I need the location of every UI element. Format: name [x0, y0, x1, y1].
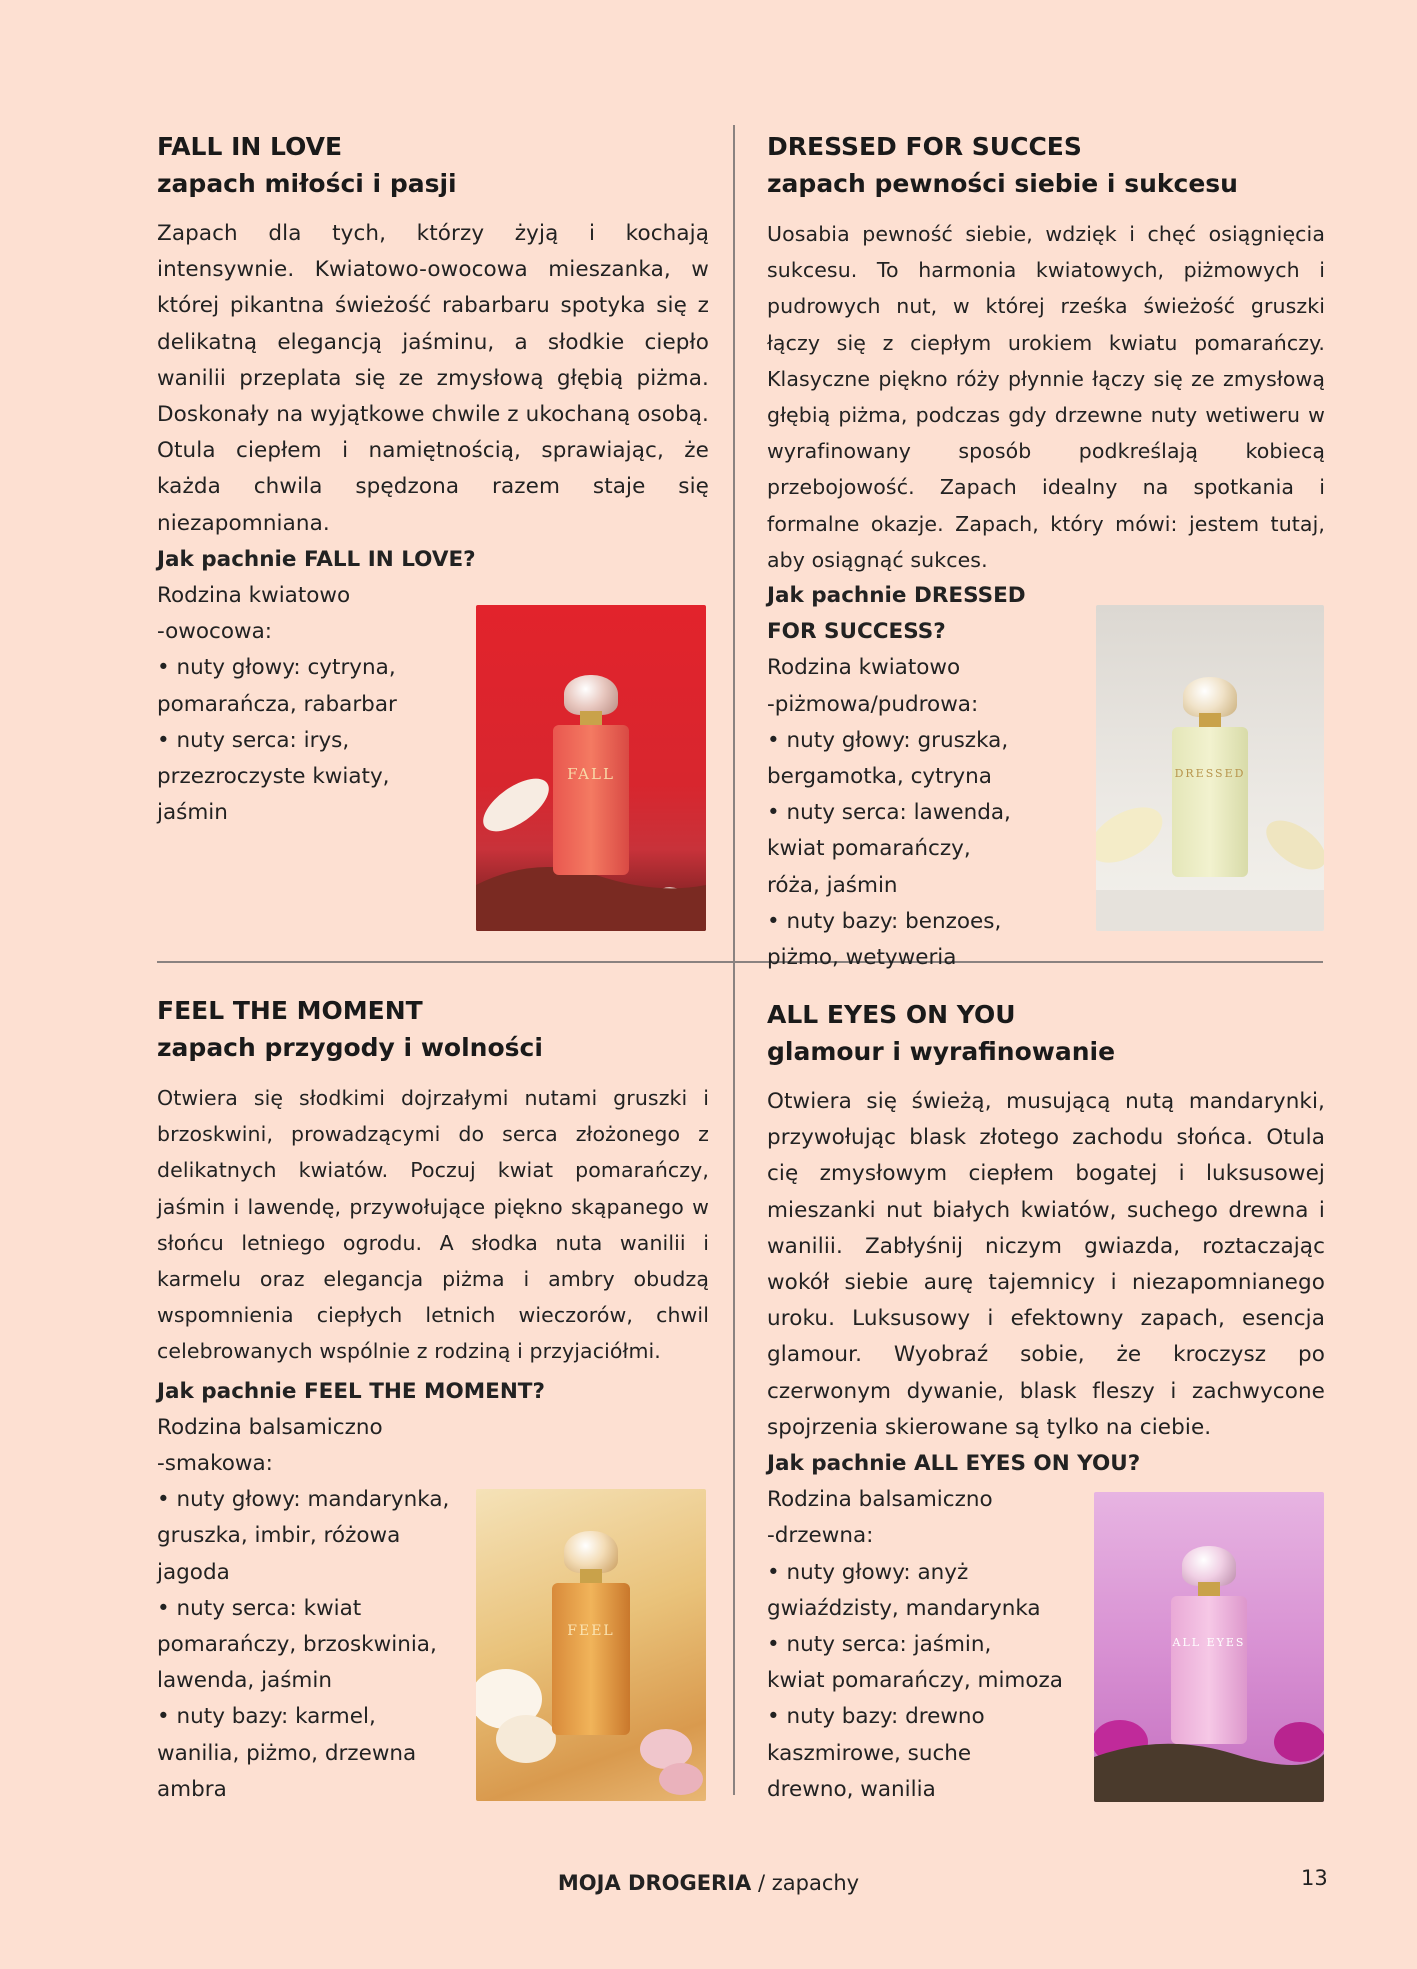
note-line: bergamotka, cytryna: [767, 764, 992, 790]
note-line: drewno, wanilia: [767, 1776, 936, 1802]
perfume-bottle: [1172, 727, 1248, 877]
bottle-label: FEEL: [567, 1623, 615, 1639]
page-number: 13: [1301, 1866, 1328, 1890]
note-line: lawenda, jaśmin: [157, 1668, 332, 1694]
note-line: -owocowa:: [157, 619, 273, 645]
note-line: ambra: [157, 1776, 227, 1802]
note-line: jaśmin: [157, 800, 228, 826]
perfume-photo-feel-the-moment: [476, 1489, 706, 1801]
section-description: Otwiera się słodkimi dojrzałymi nutami gruszki i brzoskwini, prowadzącymi do serca złożonego z delikatnych kwiatów. Poczuj kwiat pomarańczy, jaśmin i lawendę, przywołujące piękno skąpanego w słońcu letniego ogrodu. A słodka nuta wanilii i karmelu oraz elegancja piżma i ambry obudzą wspomnienia ciepłych letnich wieczorów, chwil celebrowanych wspólnie z rodziną i przyjaciółmi.: [157, 1086, 709, 1364]
perfume-bottle: [553, 725, 629, 875]
section-title: ALL EYES ON YOU: [767, 1000, 1016, 1029]
scent-question: Jak pachnie ALL EYES ON YOU?: [767, 1451, 1141, 1477]
section-subtitle: zapach miłości i pasji: [157, 169, 457, 198]
scent-question: Jak pachnie FEEL THE MOMENT?: [157, 1378, 545, 1404]
page-footer: [0, 1871, 1417, 1895]
note-line: • nuty głowy: cytryna,: [157, 655, 396, 681]
section-description: Otwiera się świeżą, musującą nutą mandarynki, przywołując blask złotego zachodu słońca. Otula cię zmysłowym ciepłem bogatej i luksusowej mieszanki nut białych kwiatów, suchego drewna i wanilii. Zabłyśnij niczym gwiazda, roztaczając wokół siebie aurę tajemnicy i niezapomnianego uroku. Luksusowy i efektowny zapach, esencja glamour. Wyobraź sobie, że kroczysz po czerwonym dywanie, blask fleszy i zachwycone spojrzenia skierowane są tylko na ciebie.: [767, 1089, 1325, 1440]
section-subtitle: zapach przygody i wolności: [157, 1033, 543, 1062]
scent-question-line1: Jak pachnie DRESSED: [767, 583, 1026, 609]
note-line: Rodzina kwiatowo: [157, 583, 351, 609]
note-line: kwiat pomarańczy,: [767, 836, 971, 862]
perfume-photo-fall-in-love: [476, 605, 706, 931]
section-subtitle: zapach pewności siebie i sukcesu: [767, 169, 1238, 198]
footer-brand: MOJA DROGERIA: [557, 1871, 752, 1895]
note-line: wanilia, piżmo, drzewna: [157, 1740, 417, 1766]
note-line: • nuty serca: lawenda,: [767, 800, 1011, 826]
section-subtitle: glamour i wyrafinowanie: [767, 1037, 1116, 1066]
note-line: jagoda: [157, 1559, 230, 1585]
note-line: • nuty bazy: drewno: [767, 1704, 985, 1730]
perfume-photo-all-eyes-on-you: [1094, 1492, 1324, 1802]
note-line: -drzewna:: [767, 1523, 874, 1549]
section-title: FALL IN LOVE: [157, 132, 343, 161]
note-line: • nuty serca: irys,: [157, 727, 350, 753]
perfume-cap: [564, 1531, 618, 1573]
scent-question: Jak pachnie FALL IN LOVE?: [157, 546, 476, 572]
scent-question-line2: FOR SUCCESS?: [767, 619, 946, 645]
note-line: Rodzina balsamiczno: [767, 1487, 993, 1513]
perfume-bottle: [552, 1583, 630, 1735]
note-line: • nuty głowy: anyż: [767, 1559, 969, 1585]
note-line: kaszmirowe, suche: [767, 1740, 972, 1766]
note-line: • nuty serca: kwiat: [157, 1595, 362, 1621]
note-line: róża, jaśmin: [767, 872, 898, 898]
note-line: • nuty bazy: karmel,: [157, 1704, 376, 1730]
section-title: FEEL THE MOMENT: [157, 996, 423, 1025]
vertical-divider: [733, 125, 735, 1795]
note-line: przezroczyste kwiaty,: [157, 764, 390, 790]
note-line: • nuty serca: jaśmin,: [767, 1632, 992, 1658]
footer-section: zapachy: [771, 1871, 860, 1895]
perfume-cap: [564, 675, 618, 715]
footer-separator: /: [751, 1871, 772, 1895]
note-line: Rodzina kwiatowo: [767, 655, 961, 681]
bottle-label: ALL EYES: [1172, 1636, 1246, 1649]
note-line: -piżmowa/pudrowa:: [767, 691, 979, 717]
section-title: DRESSED FOR SUCCES: [767, 132, 1082, 161]
note-line: Rodzina balsamiczno: [157, 1414, 383, 1440]
note-line: pomarańcza, rabarbar: [157, 691, 397, 717]
bottle-label: DRESSED: [1174, 767, 1246, 780]
note-line: -smakowa:: [157, 1451, 273, 1477]
perfume-cap: [1182, 1546, 1236, 1586]
bottle-label: FALL: [567, 765, 615, 783]
note-line: • nuty głowy: mandarynka,: [157, 1487, 450, 1513]
perfume-photo-dressed: [1096, 605, 1324, 931]
note-line: piżmo, wetyweria: [767, 945, 957, 971]
note-line: • nuty głowy: gruszka,: [767, 727, 1009, 753]
section-description: Uosabia pewność siebie, wdzięk i chęć osiągnięcia sukcesu. To harmonia kwiatowych, piżmowych i pudrowych nut, w której rześka świeżość gruszki łączy się z ciepłym urokiem kwiatu pomarańczy. Klasyczne piękno róży płynnie łączy się ze zmysłową głębią piżma, podczas gdy drzewne nuty wetiweru w wyrafinowany sposób podkreślają kobiecą przebojowość. Zapach idealny na spotkania i formalne okazje. Zapach, który mówi: jestem tutaj, aby osiągnąć sukces.: [767, 222, 1325, 572]
section-description: Zapach dla tych, którzy żyją i kochają intensywnie. Kwiatowo-owocowa mieszanka, w której pikantna świeżość rabarbaru spotyka się z delikatną elegancją jaśminu, a słodkie ciepło wanilii przeplata się ze zmysłową głębią piżma. Doskonały na wyjątkowe chwile z ukochaną osobą. Otula ciepłem i namiętnością, sprawiając, że każda chwila spędzona razem staje się niezapomniana.: [157, 221, 709, 536]
note-line: pomarańczy, brzoskwinia,: [157, 1632, 437, 1658]
note-line: gruszka, imbir, różowa: [157, 1523, 401, 1549]
note-line: • nuty bazy: benzoes,: [767, 908, 1002, 934]
note-line: kwiat pomarańczy, mimoza: [767, 1668, 1063, 1694]
note-line: gwiaździsty, mandarynka: [767, 1595, 1041, 1621]
perfume-bottle: [1171, 1596, 1247, 1744]
perfume-cap: [1183, 677, 1237, 717]
